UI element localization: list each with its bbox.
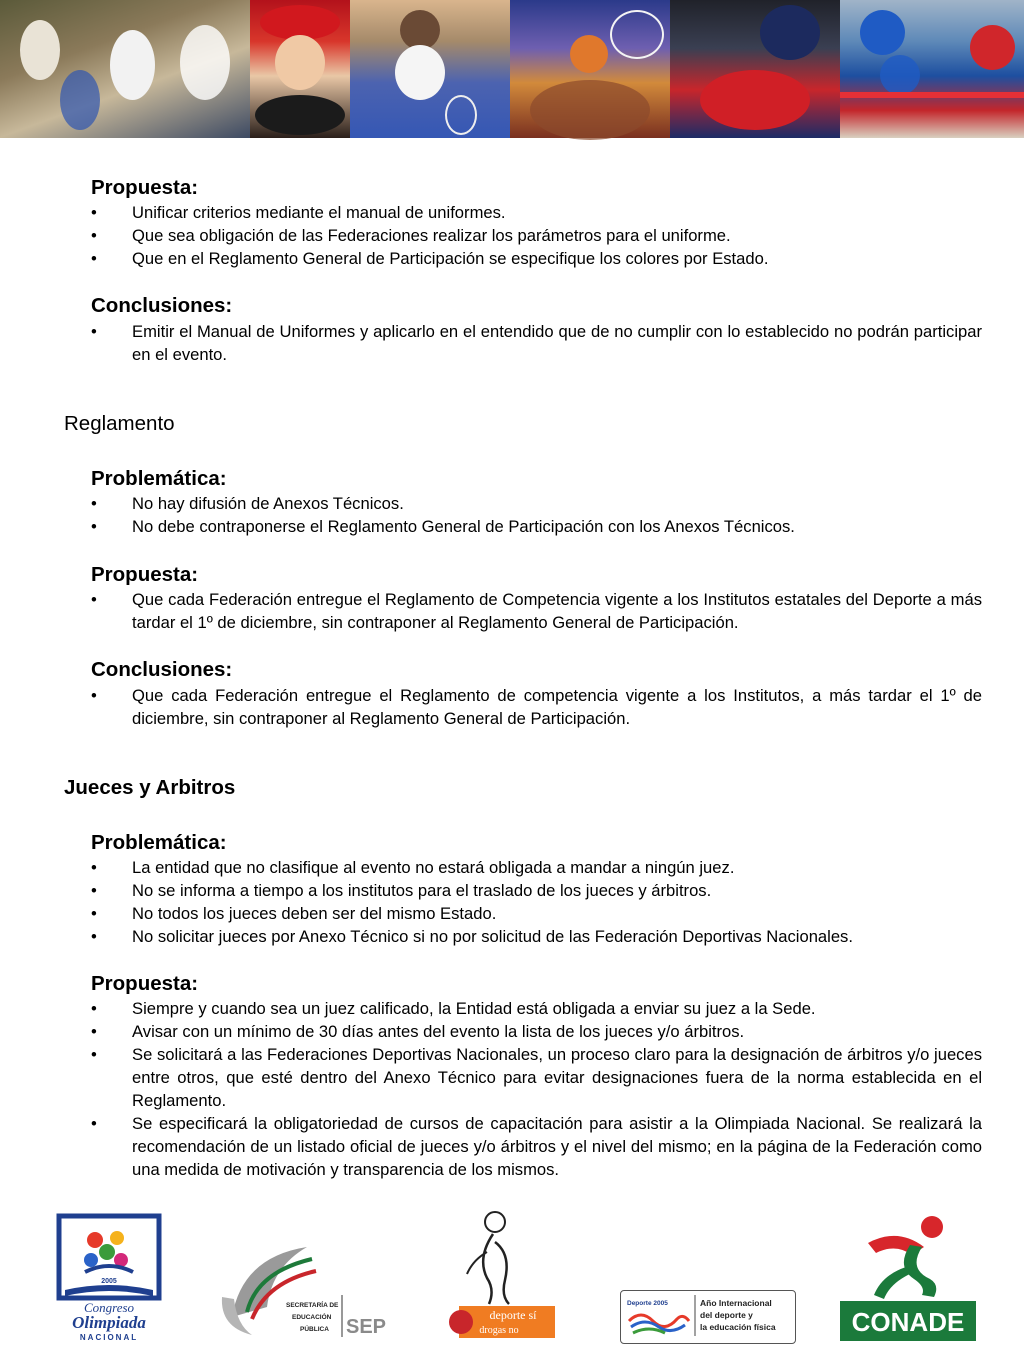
svg-text:PÚBLICA: PÚBLICA [300,1326,329,1333]
bullet: • [91,322,97,341]
list-item [91,1043,982,1112]
list-item-text: Avisar con un mínimo de 30 días antes del evento la lista de los jueces y/o árbitros. [132,1022,745,1041]
svg-text:Congreso: Congreso [83,1300,135,1315]
list-item [91,997,982,1020]
bullet: • [91,226,97,245]
list-item [91,247,982,270]
bullet: • [91,1022,97,1041]
congreso-emblem-icon [55,1212,163,1342]
list-item-text: No todos los jueces deben ser del mismo Estado. [132,904,497,923]
subheading-propuesta: Propuesta: [91,176,199,199]
conade-runner-icon [838,1213,978,1343]
svg-text:EDUCACIÓN: EDUCACIÓN [292,1314,332,1321]
bullet: • [91,904,97,923]
list-item [91,201,982,224]
svg-text:deporte sí: deporte sí [489,1308,537,1322]
bullet: • [91,1045,97,1064]
list-item-text: Que cada Federación entregue el Reglamento de competencia vigente a los Institutos, a más tardar el 1º de diciembre, sin contraponer al Reglamento General de Participación. [132,686,982,728]
list-item [91,879,982,902]
section-title-reglamento: Reglamento [64,412,175,435]
svg-text:Deporte 2005: Deporte 2005 [627,1300,668,1307]
section-title-jueces: Jueces y Arbitros [64,776,236,799]
photo-runners [0,0,250,138]
svg-text:NACIONAL: NACIONAL [79,1333,139,1342]
list-item [91,1020,982,1043]
anio-deporte-icon [621,1291,792,1340]
list-item-text: Que en el Reglamento General de Participación se especifique los colores por Estado. [132,249,769,268]
list-item-text: Emitir el Manual de Uniformes y aplicarlo en el entendido que de no cumplir con lo establecido no podrán participar en el evento. [132,322,982,364]
bullet: • [91,1114,97,1133]
list-item [91,588,982,634]
bullet: • [91,881,97,900]
photo-baseball [670,0,840,138]
list-item-text: Que sea obligación de las Federaciones realizar los parámetros para el uniforme. [132,226,731,245]
svg-text:SEP: SEP [346,1316,387,1338]
runner-figure-icon [447,1208,559,1340]
subheading-propuesta: Propuesta: [91,563,199,586]
subheading-propuesta: Propuesta: [91,972,199,995]
list-item [91,320,982,366]
photo-boxing [840,0,1024,138]
bullet: • [91,203,97,222]
svg-text:Año Internacional: Año Internacional [700,1298,772,1308]
subheading-conclusiones: Conclusiones: [91,294,233,317]
list-item [91,925,982,948]
svg-text:CONADE: CONADE [851,1307,965,1337]
list-item-text: Siempre y cuando sea un juez calificado, la Entidad está obligada a enviar su juez a la Sede. [132,999,816,1018]
list-item-text: Se especificará la obligatoriedad de cursos de capacitación para asistir a la Olimpiada Nacional. Se realizará la recomendación de un listado oficial de jueces y/o árbitros y el nivel del mismo; en la página de la Federación como una medida de motivación y transparencia de los mismos. [132,1114,982,1179]
list-item [91,1112,982,1181]
bullet: • [91,517,97,536]
subheading-problematica: Problemática: [91,831,227,854]
svg-text:la educación física: la educación física [700,1322,776,1332]
list-item-text: Se solicitará a las Federaciones Deportivas Nacionales, un proceso claro para la designación de árbitros y/o jueces entre otros, que esté dentro del Anexo Técnico para evitar designaciones fuera de la norma establecida en el Reglamento. [132,1045,982,1110]
list-item-text: La entidad que no clasifique al evento no estará obligada a mandar a ningún juez. [132,858,735,877]
list-item-text: No solicitar jueces por Anexo Técnico si no por solicitud de las Federación Deportivas Nacionales. [132,927,853,946]
list-item-text: Que cada Federación entregue el Reglamento de Competencia vigente a los Institutos estatales del Deporte a más tardar el 1º de diciembre, sin contraponer al Reglamento General de Participación. [132,590,982,632]
bullet: • [91,590,97,609]
deporte-si-drogas-no-logo [447,1208,559,1340]
bullet: • [91,927,97,946]
header-photo-banner [0,0,1024,138]
sep-eagle-icon [212,1237,387,1341]
list-item [91,515,982,538]
list-item [91,684,982,730]
list-item-text: No debe contraponerse el Reglamento General de Participación con los Anexos Técnicos. [132,517,795,536]
bullet: • [91,999,97,1018]
list-item [91,224,982,247]
photo-badminton [350,0,510,138]
list-item [91,856,982,879]
photo-basketball [510,0,670,138]
svg-text:drogas no: drogas no [479,1325,519,1336]
list-item-text: No se informa a tiempo a los institutos para el traslado de los jueces y árbitros. [132,881,712,900]
list-item-text: No hay difusión de Anexos Técnicos. [132,494,404,513]
conade-logo [838,1213,978,1343]
svg-text:2005: 2005 [101,1278,117,1285]
list-item [91,902,982,925]
bullet: • [91,249,97,268]
list-item-text: Unificar criterios mediante el manual de uniformes. [132,203,506,222]
anio-internacional-logo [620,1290,796,1344]
subheading-problematica: Problemática: [91,467,227,490]
svg-text:del deporte y: del deporte y [700,1310,753,1320]
svg-text:Olimpiada: Olimpiada [72,1313,146,1332]
list-item [91,492,982,515]
svg-text:SECRETARÍA DE: SECRETARÍA DE [286,1302,339,1309]
photo-chess-player [250,0,350,138]
subheading-conclusiones: Conclusiones: [91,658,233,681]
bullet: • [91,858,97,877]
sep-logo [212,1237,387,1341]
congreso-olimpiada-logo [55,1212,163,1342]
bullet: • [91,494,97,513]
bullet: • [91,686,97,705]
